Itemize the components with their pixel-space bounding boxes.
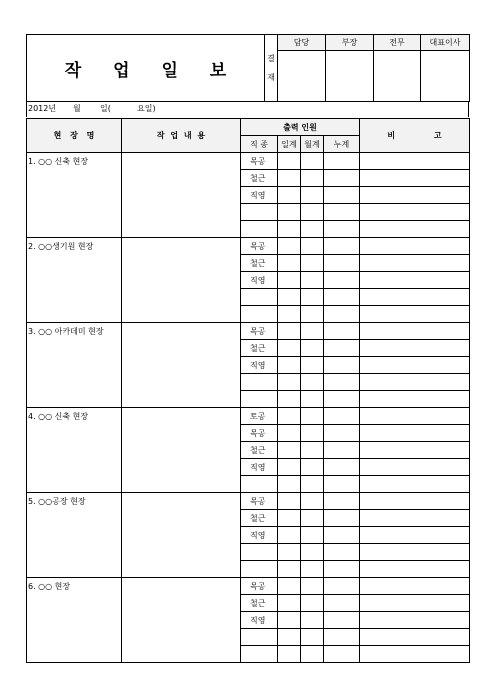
report-title	[27, 35, 265, 102]
work-content-cell[interactable]	[122, 238, 241, 323]
approval-header-manager: 부장	[326, 35, 374, 51]
daily-count-cell[interactable]	[278, 255, 301, 272]
monthly-count-cell[interactable]	[301, 425, 324, 442]
cumulative-count-cell[interactable]	[324, 391, 360, 408]
work-content-cell[interactable]	[122, 578, 241, 663]
monthly-count-cell[interactable]	[301, 612, 324, 629]
cumulative-count-cell[interactable]	[324, 612, 360, 629]
daily-count-cell[interactable]	[278, 374, 301, 391]
monthly-count-cell[interactable]	[301, 289, 324, 306]
trade-cell[interactable]	[241, 306, 278, 323]
column-header-work: 작 업 내 용	[122, 119, 241, 153]
report-header	[26, 34, 470, 102]
approval-label-1: 결	[267, 54, 275, 63]
daily-count-cell[interactable]	[278, 510, 301, 527]
note-cell[interactable]	[360, 374, 470, 391]
trade-cell[interactable]: 철근	[241, 595, 278, 612]
daily-count-cell[interactable]	[278, 646, 301, 663]
daily-count-cell[interactable]	[278, 221, 301, 238]
trade-cell[interactable]	[241, 629, 278, 646]
trade-cell[interactable]	[241, 476, 278, 493]
monthly-count-cell[interactable]	[301, 629, 324, 646]
cumulative-count-cell[interactable]	[324, 646, 360, 663]
monthly-count-cell[interactable]	[301, 459, 324, 476]
daily-count-cell[interactable]	[278, 629, 301, 646]
date-weekday: 요일)	[137, 104, 156, 113]
cumulative-count-cell[interactable]	[324, 561, 360, 578]
daily-count-cell[interactable]	[278, 595, 301, 612]
note-cell[interactable]	[360, 595, 470, 612]
cumulative-count-cell[interactable]	[324, 510, 360, 527]
trade-cell[interactable]: 직영	[241, 187, 278, 204]
column-header-note: 비 고	[360, 119, 470, 153]
note-cell[interactable]	[360, 323, 470, 340]
table-row	[27, 578, 470, 595]
daily-count-cell[interactable]	[278, 408, 301, 425]
monthly-count-cell[interactable]	[301, 221, 324, 238]
note-cell[interactable]	[360, 255, 470, 272]
trade-cell[interactable]: 직영	[241, 612, 278, 629]
daily-count-cell[interactable]	[278, 493, 301, 510]
daily-count-cell[interactable]	[278, 340, 301, 357]
table-row	[27, 238, 470, 255]
daily-count-cell[interactable]	[278, 323, 301, 340]
trade-cell[interactable]: 철근	[241, 170, 278, 187]
trade-cell[interactable]: 목공	[241, 153, 278, 170]
cumulative-count-cell[interactable]	[324, 306, 360, 323]
daily-count-cell[interactable]	[278, 544, 301, 561]
work-content-cell[interactable]	[122, 493, 241, 578]
daily-count-cell[interactable]	[278, 561, 301, 578]
note-cell[interactable]	[360, 204, 470, 221]
note-cell[interactable]	[360, 629, 470, 646]
column-header-staff: 출력 인원	[241, 119, 360, 136]
trade-cell[interactable]	[241, 289, 278, 306]
monthly-count-cell[interactable]	[301, 527, 324, 544]
note-cell[interactable]	[360, 544, 470, 561]
date-month: 월	[73, 104, 81, 113]
trade-cell[interactable]: 철근	[241, 255, 278, 272]
trade-cell[interactable]	[241, 544, 278, 561]
date-line	[26, 101, 469, 117]
monthly-count-cell[interactable]	[301, 204, 324, 221]
work-content-cell[interactable]	[122, 323, 241, 408]
cumulative-count-cell[interactable]	[324, 255, 360, 272]
monthly-count-cell[interactable]	[301, 170, 324, 187]
cumulative-count-cell[interactable]	[324, 578, 360, 595]
cumulative-count-cell[interactable]	[324, 425, 360, 442]
signature-box-staff[interactable]	[278, 51, 326, 102]
table-row	[27, 323, 470, 340]
trade-cell[interactable]: 토공	[241, 408, 278, 425]
trade-cell[interactable]: 철근	[241, 340, 278, 357]
cumulative-count-cell[interactable]	[324, 323, 360, 340]
note-cell[interactable]	[360, 187, 470, 204]
cumulative-count-cell[interactable]	[324, 340, 360, 357]
subheader-total: 누계	[324, 136, 360, 153]
monthly-count-cell[interactable]	[301, 493, 324, 510]
approval-header-ceo: 대표이사	[421, 35, 470, 51]
cumulative-count-cell[interactable]	[324, 221, 360, 238]
trade-cell[interactable]: 목공	[241, 238, 278, 255]
table-row	[27, 408, 470, 425]
cumulative-count-cell[interactable]	[324, 238, 360, 255]
cumulative-count-cell[interactable]	[324, 204, 360, 221]
monthly-count-cell[interactable]	[301, 255, 324, 272]
site-name[interactable]: 6. ○○ 현장	[27, 578, 122, 663]
note-cell[interactable]	[360, 527, 470, 544]
site-name[interactable]: 3. ○○ 아카데미 현장	[27, 323, 122, 408]
cumulative-count-cell[interactable]	[324, 629, 360, 646]
daily-count-cell[interactable]	[278, 578, 301, 595]
monthly-count-cell[interactable]	[301, 408, 324, 425]
cumulative-count-cell[interactable]	[324, 357, 360, 374]
trade-cell[interactable]: 목공	[241, 323, 278, 340]
note-cell[interactable]	[360, 306, 470, 323]
cumulative-count-cell[interactable]	[324, 289, 360, 306]
subheader-monthly: 월계	[301, 136, 324, 153]
note-cell[interactable]	[360, 289, 470, 306]
column-header-site: 현 장 명	[27, 119, 122, 153]
note-cell[interactable]	[360, 408, 470, 425]
daily-count-cell[interactable]	[278, 272, 301, 289]
trade-cell[interactable]: 직영	[241, 459, 278, 476]
trade-cell[interactable]: 목공	[241, 493, 278, 510]
trade-cell[interactable]	[241, 561, 278, 578]
cumulative-count-cell[interactable]	[324, 153, 360, 170]
subheader-daily: 일계	[278, 136, 301, 153]
cumulative-count-cell[interactable]	[324, 493, 360, 510]
daily-count-cell[interactable]	[278, 289, 301, 306]
daily-count-cell[interactable]	[278, 612, 301, 629]
date-year: 2012년	[28, 104, 57, 113]
monthly-count-cell[interactable]	[301, 187, 324, 204]
work-report-table	[26, 118, 470, 663]
note-cell[interactable]	[360, 221, 470, 238]
cumulative-count-cell[interactable]	[324, 595, 360, 612]
daily-count-cell[interactable]	[278, 238, 301, 255]
trade-cell[interactable]	[241, 646, 278, 663]
cumulative-count-cell[interactable]	[324, 442, 360, 459]
cumulative-count-cell[interactable]	[324, 170, 360, 187]
trade-cell[interactable]	[241, 374, 278, 391]
note-cell[interactable]	[360, 153, 470, 170]
monthly-count-cell[interactable]	[301, 544, 324, 561]
note-cell[interactable]	[360, 459, 470, 476]
daily-count-cell[interactable]	[278, 306, 301, 323]
note-cell[interactable]	[360, 646, 470, 663]
monthly-count-cell[interactable]	[301, 374, 324, 391]
note-cell[interactable]	[360, 561, 470, 578]
monthly-count-cell[interactable]	[301, 561, 324, 578]
daily-count-cell[interactable]	[278, 153, 301, 170]
trade-cell[interactable]: 철근	[241, 510, 278, 527]
daily-count-cell[interactable]	[278, 442, 301, 459]
note-cell[interactable]	[360, 578, 470, 595]
trade-cell[interactable]: 직영	[241, 272, 278, 289]
table-row	[27, 493, 470, 510]
trade-cell[interactable]: 목공	[241, 425, 278, 442]
note-cell[interactable]	[360, 391, 470, 408]
trade-cell[interactable]	[241, 391, 278, 408]
trade-cell[interactable]: 직영	[241, 527, 278, 544]
daily-count-cell[interactable]	[278, 204, 301, 221]
trade-cell[interactable]: 직영	[241, 357, 278, 374]
monthly-count-cell[interactable]	[301, 306, 324, 323]
monthly-count-cell[interactable]	[301, 476, 324, 493]
cumulative-count-cell[interactable]	[324, 527, 360, 544]
note-cell[interactable]	[360, 357, 470, 374]
daily-count-cell[interactable]	[278, 425, 301, 442]
date-day: 일(	[100, 104, 111, 113]
monthly-count-cell[interactable]	[301, 340, 324, 357]
cumulative-count-cell[interactable]	[324, 187, 360, 204]
cumulative-count-cell[interactable]	[324, 476, 360, 493]
note-cell[interactable]	[360, 493, 470, 510]
site-name[interactable]: 2. ○○생기원 현장	[27, 238, 122, 323]
note-cell[interactable]	[360, 340, 470, 357]
work-content-cell[interactable]	[122, 153, 241, 238]
approval-header-director: 전무	[374, 35, 421, 51]
report-title-text: 작 업 일 보	[64, 60, 227, 81]
monthly-count-cell[interactable]	[301, 153, 324, 170]
daily-count-cell[interactable]	[278, 459, 301, 476]
daily-count-cell[interactable]	[278, 170, 301, 187]
trade-cell[interactable]	[241, 204, 278, 221]
approval-header-staff: 담당	[278, 35, 326, 51]
note-cell[interactable]	[360, 238, 470, 255]
daily-count-cell[interactable]	[278, 187, 301, 204]
monthly-count-cell[interactable]	[301, 595, 324, 612]
monthly-count-cell[interactable]	[301, 391, 324, 408]
monthly-count-cell[interactable]	[301, 323, 324, 340]
cumulative-count-cell[interactable]	[324, 408, 360, 425]
note-cell[interactable]	[360, 170, 470, 187]
work-report-form	[26, 34, 469, 665]
trade-cell[interactable]	[241, 221, 278, 238]
note-cell[interactable]	[360, 510, 470, 527]
signature-box-director[interactable]	[374, 51, 421, 102]
cumulative-count-cell[interactable]	[324, 544, 360, 561]
monthly-count-cell[interactable]	[301, 357, 324, 374]
signature-box-manager[interactable]	[326, 51, 374, 102]
cumulative-count-cell[interactable]	[324, 374, 360, 391]
site-name[interactable]: 5. ○○공장 현장	[27, 493, 122, 578]
monthly-count-cell[interactable]	[301, 238, 324, 255]
note-cell[interactable]	[360, 612, 470, 629]
cumulative-count-cell[interactable]	[324, 272, 360, 289]
approval-label-2: 재	[267, 73, 275, 82]
daily-count-cell[interactable]	[278, 391, 301, 408]
daily-count-cell[interactable]	[278, 527, 301, 544]
monthly-count-cell[interactable]	[301, 442, 324, 459]
subheader-trade: 직 종	[241, 136, 278, 153]
monthly-count-cell[interactable]	[301, 646, 324, 663]
approval-label	[265, 35, 278, 102]
daily-count-cell[interactable]	[278, 476, 301, 493]
table-row	[27, 153, 470, 170]
cumulative-count-cell[interactable]	[324, 459, 360, 476]
monthly-count-cell[interactable]	[301, 272, 324, 289]
trade-cell[interactable]: 목공	[241, 578, 278, 595]
signature-box-ceo[interactable]	[421, 51, 470, 102]
site-name[interactable]: 1. ○○ 신축 현장	[27, 153, 122, 238]
trade-cell[interactable]: 철근	[241, 442, 278, 459]
daily-count-cell[interactable]	[278, 357, 301, 374]
monthly-count-cell[interactable]	[301, 510, 324, 527]
work-content-cell[interactable]	[122, 408, 241, 493]
note-cell[interactable]	[360, 272, 470, 289]
note-cell[interactable]	[360, 425, 470, 442]
note-cell[interactable]	[360, 476, 470, 493]
monthly-count-cell[interactable]	[301, 578, 324, 595]
note-cell[interactable]	[360, 442, 470, 459]
site-name[interactable]: 4. ○○ 신축 현장	[27, 408, 122, 493]
